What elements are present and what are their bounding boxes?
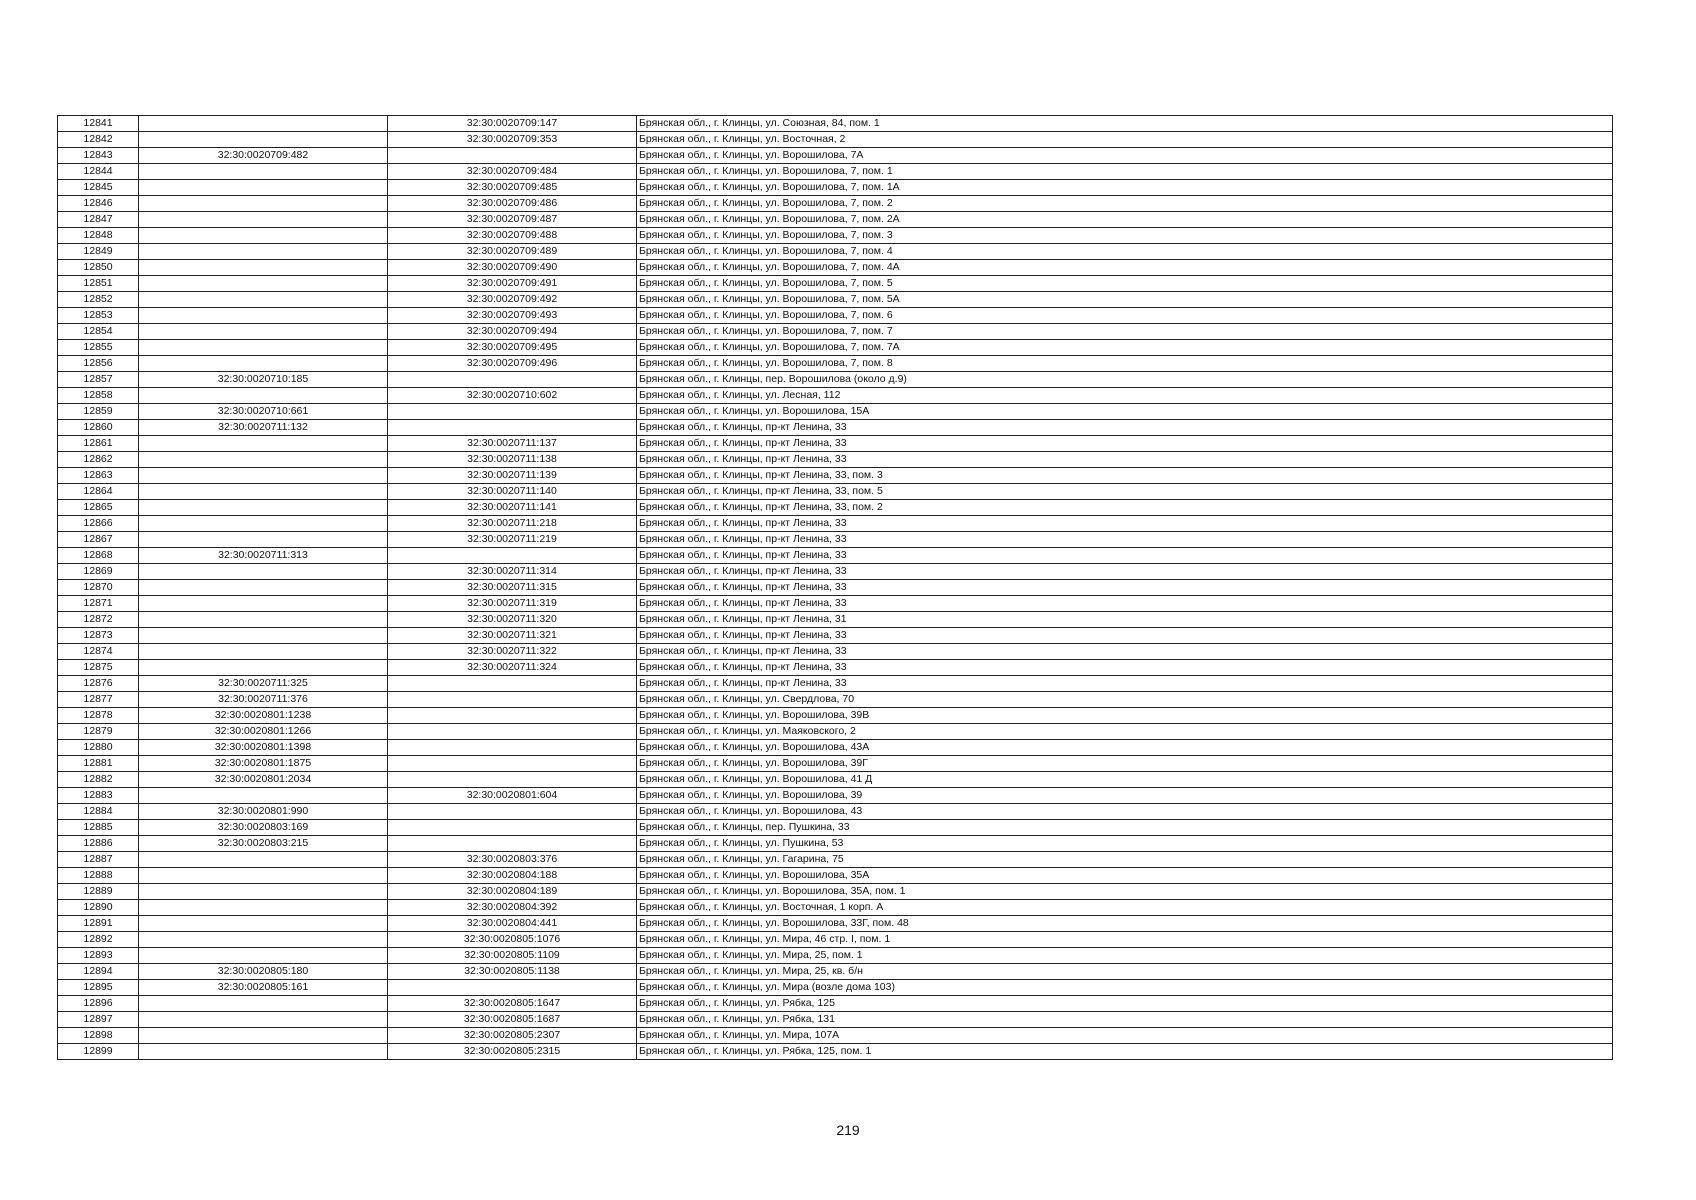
address-cell: Брянская обл., г. Клинцы, ул. Ворошилова, 7, пом. 5 <box>637 276 1613 292</box>
table-row <box>58 356 1613 372</box>
address-cell: Брянская обл., г. Клинцы, ул. Ворошилова, 33Г, пом. 48 <box>637 916 1613 932</box>
object-cadastral-number-cell: 32:30:0020711:324 <box>388 660 637 676</box>
address-cell: Брянская обл., г. Клинцы, пр-кт Ленина, 31 <box>637 612 1613 628</box>
table-row <box>58 932 1613 948</box>
land-cadastral-number-cell <box>139 164 388 180</box>
row-number-cell: 12876 <box>58 676 139 692</box>
object-cadastral-number-cell: 32:30:0020804:189 <box>388 884 637 900</box>
address-cell: Брянская обл., г. Клинцы, пер. Ворошилова (около д.9) <box>637 372 1613 388</box>
object-cadastral-number-cell: 32:30:0020804:392 <box>388 900 637 916</box>
land-cadastral-number-cell <box>139 932 388 948</box>
row-number-cell: 12879 <box>58 724 139 740</box>
object-cadastral-number-cell: 32:30:0020801:604 <box>388 788 637 804</box>
land-cadastral-number-cell <box>139 276 388 292</box>
address-cell: Брянская обл., г. Клинцы, ул. Ворошилова, 39Г <box>637 756 1613 772</box>
address-cell: Брянская обл., г. Клинцы, ул. Ворошилова, 7, пом. 2А <box>637 212 1613 228</box>
row-number-cell: 12877 <box>58 692 139 708</box>
land-cadastral-number-cell <box>139 532 388 548</box>
land-cadastral-number-cell: 32:30:0020801:1266 <box>139 724 388 740</box>
address-cell: Брянская обл., г. Клинцы, пр-кт Ленина, 33 <box>637 580 1613 596</box>
table-row <box>58 676 1613 692</box>
table-row <box>58 484 1613 500</box>
land-cadastral-number-cell <box>139 340 388 356</box>
row-number-cell: 12869 <box>58 564 139 580</box>
row-number-cell: 12861 <box>58 436 139 452</box>
table-row <box>58 644 1613 660</box>
row-number-cell: 12845 <box>58 180 139 196</box>
row-number-cell: 12891 <box>58 916 139 932</box>
row-number-cell: 12883 <box>58 788 139 804</box>
land-cadastral-number-cell: 32:30:0020801:1398 <box>139 740 388 756</box>
table-row <box>58 708 1613 724</box>
row-number-cell: 12854 <box>58 324 139 340</box>
table-row <box>58 996 1613 1012</box>
address-cell: Брянская обл., г. Клинцы, ул. Восточная, 1 корп. А <box>637 900 1613 916</box>
object-cadastral-number-cell <box>388 676 637 692</box>
land-cadastral-number-cell <box>139 868 388 884</box>
object-cadastral-number-cell: 32:30:0020803:376 <box>388 852 637 868</box>
land-cadastral-number-cell <box>139 900 388 916</box>
address-cell: Брянская обл., г. Клинцы, ул. Ворошилова, 7, пом. 1А <box>637 180 1613 196</box>
table-body <box>58 116 1613 1060</box>
row-number-cell: 12858 <box>58 388 139 404</box>
table-row <box>58 340 1613 356</box>
land-cadastral-number-cell <box>139 884 388 900</box>
table-row <box>58 276 1613 292</box>
row-number-cell: 12866 <box>58 516 139 532</box>
land-cadastral-number-cell <box>139 228 388 244</box>
table-row <box>58 868 1613 884</box>
row-number-cell: 12871 <box>58 596 139 612</box>
land-cadastral-number-cell <box>139 644 388 660</box>
land-cadastral-number-cell <box>139 212 388 228</box>
address-cell: Брянская обл., г. Клинцы, ул. Ворошилова, 7, пом. 1 <box>637 164 1613 180</box>
object-cadastral-number-cell: 32:30:0020709:484 <box>388 164 637 180</box>
address-cell: Брянская обл., г. Клинцы, ул. Ворошилова, 7, пом. 3 <box>637 228 1613 244</box>
address-cell: Брянская обл., г. Клинцы, пр-кт Ленина, 33 <box>637 596 1613 612</box>
address-cell: Брянская обл., г. Клинцы, ул. Рябка, 131 <box>637 1012 1613 1028</box>
address-cell: Брянская обл., г. Клинцы, пр-кт Ленина, 33, пом. 3 <box>637 468 1613 484</box>
object-cadastral-number-cell: 32:30:0020711:139 <box>388 468 637 484</box>
object-cadastral-number-cell <box>388 980 637 996</box>
address-cell: Брянская обл., г. Клинцы, ул. Пушкина, 53 <box>637 836 1613 852</box>
row-number-cell: 12863 <box>58 468 139 484</box>
land-cadastral-number-cell <box>139 500 388 516</box>
table-row <box>58 116 1613 132</box>
object-cadastral-number-cell: 32:30:0020805:1076 <box>388 932 637 948</box>
address-cell: Брянская обл., г. Клинцы, ул. Ворошилова, 7, пом. 2 <box>637 196 1613 212</box>
address-cell: Брянская обл., г. Клинцы, ул. Ворошилова, 41 Д <box>637 772 1613 788</box>
object-cadastral-number-cell <box>388 820 637 836</box>
row-number-cell: 12887 <box>58 852 139 868</box>
row-number-cell: 12878 <box>58 708 139 724</box>
object-cadastral-number-cell: 32:30:0020709:496 <box>388 356 637 372</box>
land-cadastral-number-cell: 32:30:0020803:215 <box>139 836 388 852</box>
table-row <box>58 532 1613 548</box>
row-number-cell: 12893 <box>58 948 139 964</box>
object-cadastral-number-cell: 32:30:0020709:353 <box>388 132 637 148</box>
land-cadastral-number-cell <box>139 916 388 932</box>
land-cadastral-number-cell <box>139 356 388 372</box>
row-number-cell: 12867 <box>58 532 139 548</box>
address-cell: Брянская обл., г. Клинцы, ул. Мира (возле дома 103) <box>637 980 1613 996</box>
land-cadastral-number-cell <box>139 324 388 340</box>
land-cadastral-number-cell <box>139 580 388 596</box>
row-number-cell: 12889 <box>58 884 139 900</box>
object-cadastral-number-cell: 32:30:0020710:602 <box>388 388 637 404</box>
address-cell: Брянская обл., г. Клинцы, ул. Свердлова, 70 <box>637 692 1613 708</box>
land-cadastral-number-cell: 32:30:0020711:313 <box>139 548 388 564</box>
land-cadastral-number-cell <box>139 660 388 676</box>
object-cadastral-number-cell <box>388 836 637 852</box>
address-cell: Брянская обл., г. Клинцы, ул. Лесная, 112 <box>637 388 1613 404</box>
address-cell: Брянская обл., г. Клинцы, ул. Ворошилова, 7, пом. 7 <box>637 324 1613 340</box>
land-cadastral-number-cell <box>139 116 388 132</box>
table-row <box>58 452 1613 468</box>
land-cadastral-number-cell <box>139 564 388 580</box>
object-cadastral-number-cell: 32:30:0020804:188 <box>388 868 637 884</box>
row-number-cell: 12880 <box>58 740 139 756</box>
row-number-cell: 12875 <box>58 660 139 676</box>
table-row <box>58 260 1613 276</box>
land-cadastral-number-cell <box>139 452 388 468</box>
row-number-cell: 12848 <box>58 228 139 244</box>
row-number-cell: 12888 <box>58 868 139 884</box>
table-row <box>58 660 1613 676</box>
land-cadastral-number-cell <box>139 244 388 260</box>
row-number-cell: 12886 <box>58 836 139 852</box>
row-number-cell: 12872 <box>58 612 139 628</box>
row-number-cell: 12890 <box>58 900 139 916</box>
address-cell: Брянская обл., г. Клинцы, ул. Рябка, 125, пом. 1 <box>637 1044 1613 1060</box>
table-row <box>58 900 1613 916</box>
table-row <box>58 324 1613 340</box>
land-cadastral-number-cell <box>139 484 388 500</box>
object-cadastral-number-cell: 32:30:0020711:218 <box>388 516 637 532</box>
address-cell: Брянская обл., г. Клинцы, ул. Мира, 25, кв. б/н <box>637 964 1613 980</box>
object-cadastral-number-cell <box>388 756 637 772</box>
row-number-cell: 12856 <box>58 356 139 372</box>
table-row <box>58 436 1613 452</box>
address-cell: Брянская обл., г. Клинцы, пр-кт Ленина, 33, пом. 5 <box>637 484 1613 500</box>
table-row <box>58 740 1613 756</box>
table-row <box>58 308 1613 324</box>
address-cell: Брянская обл., г. Клинцы, ул. Ворошилова, 7, пом. 6 <box>637 308 1613 324</box>
object-cadastral-number-cell: 32:30:0020805:1687 <box>388 1012 637 1028</box>
row-number-cell: 12851 <box>58 276 139 292</box>
address-cell: Брянская обл., г. Клинцы, ул. Ворошилова, 43А <box>637 740 1613 756</box>
address-cell: Брянская обл., г. Клинцы, ул. Мира, 46 стр. I, пом. 1 <box>637 932 1613 948</box>
table-row <box>58 1012 1613 1028</box>
land-cadastral-number-cell: 32:30:0020801:1238 <box>139 708 388 724</box>
address-cell: Брянская обл., г. Клинцы, пер. Пушкина, 33 <box>637 820 1613 836</box>
table-row <box>58 980 1613 996</box>
object-cadastral-number-cell: 32:30:0020709:494 <box>388 324 637 340</box>
address-cell: Брянская обл., г. Клинцы, ул. Ворошилова, 43 <box>637 804 1613 820</box>
table-row <box>58 580 1613 596</box>
land-cadastral-number-cell: 32:30:0020710:661 <box>139 404 388 420</box>
row-number-cell: 12843 <box>58 148 139 164</box>
object-cadastral-number-cell: 32:30:0020709:486 <box>388 196 637 212</box>
row-number-cell: 12841 <box>58 116 139 132</box>
object-cadastral-number-cell <box>388 548 637 564</box>
object-cadastral-number-cell <box>388 372 637 388</box>
land-cadastral-number-cell: 32:30:0020709:482 <box>139 148 388 164</box>
table-row <box>58 180 1613 196</box>
address-cell: Брянская обл., г. Клинцы, пр-кт Ленина, 33 <box>637 644 1613 660</box>
table-row <box>58 212 1613 228</box>
row-number-cell: 12898 <box>58 1028 139 1044</box>
table-row <box>58 788 1613 804</box>
row-number-cell: 12896 <box>58 996 139 1012</box>
row-number-cell: 12846 <box>58 196 139 212</box>
land-cadastral-number-cell <box>139 468 388 484</box>
object-cadastral-number-cell: 32:30:0020711:137 <box>388 436 637 452</box>
land-cadastral-number-cell <box>139 436 388 452</box>
address-cell: Брянская обл., г. Клинцы, ул. Маяковского, 2 <box>637 724 1613 740</box>
address-cell: Брянская обл., г. Клинцы, пр-кт Ленина, 33 <box>637 548 1613 564</box>
object-cadastral-number-cell: 32:30:0020711:141 <box>388 500 637 516</box>
row-number-cell: 12855 <box>58 340 139 356</box>
land-cadastral-number-cell: 32:30:0020803:169 <box>139 820 388 836</box>
address-cell: Брянская обл., г. Клинцы, ул. Рябка, 125 <box>637 996 1613 1012</box>
table-row <box>58 516 1613 532</box>
address-cell: Брянская обл., г. Клинцы, ул. Союзная, 84, пом. 1 <box>637 116 1613 132</box>
land-cadastral-number-cell: 32:30:0020711:376 <box>139 692 388 708</box>
address-cell: Брянская обл., г. Клинцы, пр-кт Ленина, 33 <box>637 436 1613 452</box>
table-row <box>58 964 1613 980</box>
object-cadastral-number-cell: 32:30:0020709:485 <box>388 180 637 196</box>
land-cadastral-number-cell: 32:30:0020805:161 <box>139 980 388 996</box>
object-cadastral-number-cell: 32:30:0020711:322 <box>388 644 637 660</box>
address-cell: Брянская обл., г. Клинцы, пр-кт Ленина, 33 <box>637 452 1613 468</box>
table-row <box>58 836 1613 852</box>
object-cadastral-number-cell <box>388 420 637 436</box>
row-number-cell: 12859 <box>58 404 139 420</box>
address-cell: Брянская обл., г. Клинцы, ул. Ворошилова, 35А <box>637 868 1613 884</box>
land-cadastral-number-cell: 32:30:0020711:325 <box>139 676 388 692</box>
address-cell: Брянская обл., г. Клинцы, ул. Восточная, 2 <box>637 132 1613 148</box>
object-cadastral-number-cell: 32:30:0020805:1138 <box>388 964 637 980</box>
object-cadastral-number-cell <box>388 692 637 708</box>
table-row <box>58 228 1613 244</box>
address-cell: Брянская обл., г. Клинцы, ул. Ворошилова, 39 <box>637 788 1613 804</box>
address-cell: Брянская обл., г. Клинцы, пр-кт Ленина, 33 <box>637 660 1613 676</box>
table-row <box>58 820 1613 836</box>
object-cadastral-number-cell: 32:30:0020805:2307 <box>388 1028 637 1044</box>
table-row <box>58 756 1613 772</box>
table-row <box>58 916 1613 932</box>
object-cadastral-number-cell: 32:30:0020805:1109 <box>388 948 637 964</box>
land-cadastral-number-cell <box>139 308 388 324</box>
land-cadastral-number-cell: 32:30:0020711:132 <box>139 420 388 436</box>
address-cell: Брянская обл., г. Клинцы, пр-кт Ленина, 33 <box>637 628 1613 644</box>
object-cadastral-number-cell: 32:30:0020709:489 <box>388 244 637 260</box>
land-cadastral-number-cell <box>139 388 388 404</box>
object-cadastral-number-cell: 32:30:0020709:495 <box>388 340 637 356</box>
address-cell: Брянская обл., г. Клинцы, ул. Ворошилова, 39В <box>637 708 1613 724</box>
row-number-cell: 12862 <box>58 452 139 468</box>
table-row <box>58 420 1613 436</box>
address-cell: Брянская обл., г. Клинцы, пр-кт Ленина, 33 <box>637 420 1613 436</box>
row-number-cell: 12864 <box>58 484 139 500</box>
row-number-cell: 12884 <box>58 804 139 820</box>
object-cadastral-number-cell: 32:30:0020711:140 <box>388 484 637 500</box>
object-cadastral-number-cell: 32:30:0020711:319 <box>388 596 637 612</box>
object-cadastral-number-cell <box>388 148 637 164</box>
object-cadastral-number-cell: 32:30:0020709:493 <box>388 308 637 324</box>
land-cadastral-number-cell: 32:30:0020710:185 <box>139 372 388 388</box>
table-row <box>58 372 1613 388</box>
address-cell: Брянская обл., г. Клинцы, ул. Мира, 107А <box>637 1028 1613 1044</box>
page-number: 219 <box>836 1122 860 1138</box>
address-cell: Брянская обл., г. Клинцы, ул. Мира, 25, пом. 1 <box>637 948 1613 964</box>
table-row <box>58 948 1613 964</box>
row-number-cell: 12885 <box>58 820 139 836</box>
object-cadastral-number-cell: 32:30:0020709:490 <box>388 260 637 276</box>
row-number-cell: 12860 <box>58 420 139 436</box>
land-cadastral-number-cell <box>139 612 388 628</box>
row-number-cell: 12868 <box>58 548 139 564</box>
table-row <box>58 564 1613 580</box>
land-cadastral-number-cell <box>139 180 388 196</box>
row-number-cell: 12853 <box>58 308 139 324</box>
land-cadastral-number-cell <box>139 1028 388 1044</box>
land-cadastral-number-cell <box>139 1012 388 1028</box>
row-number-cell: 12873 <box>58 628 139 644</box>
object-cadastral-number-cell: 32:30:0020805:1647 <box>388 996 637 1012</box>
land-cadastral-number-cell <box>139 196 388 212</box>
land-cadastral-number-cell: 32:30:0020805:180 <box>139 964 388 980</box>
land-cadastral-number-cell <box>139 596 388 612</box>
table-row <box>58 804 1613 820</box>
object-cadastral-number-cell <box>388 724 637 740</box>
land-cadastral-number-cell: 32:30:0020801:2034 <box>139 772 388 788</box>
row-number-cell: 12849 <box>58 244 139 260</box>
row-number-cell: 12882 <box>58 772 139 788</box>
address-cell: Брянская обл., г. Клинцы, ул. Ворошилова, 15А <box>637 404 1613 420</box>
address-cell: Брянская обл., г. Клинцы, ул. Гагарина, 75 <box>637 852 1613 868</box>
row-number-cell: 12850 <box>58 260 139 276</box>
address-cell: Брянская обл., г. Клинцы, пр-кт Ленина, 33 <box>637 676 1613 692</box>
object-cadastral-number-cell: 32:30:0020804:441 <box>388 916 637 932</box>
land-cadastral-number-cell: 32:30:0020801:990 <box>139 804 388 820</box>
object-cadastral-number-cell <box>388 740 637 756</box>
row-number-cell: 12897 <box>58 1012 139 1028</box>
table-row <box>58 1028 1613 1044</box>
object-cadastral-number-cell: 32:30:0020709:491 <box>388 276 637 292</box>
table-row <box>58 596 1613 612</box>
row-number-cell: 12847 <box>58 212 139 228</box>
address-cell: Брянская обл., г. Клинцы, ул. Ворошилова, 7, пом. 4 <box>637 244 1613 260</box>
land-cadastral-number-cell <box>139 292 388 308</box>
table-row <box>58 388 1613 404</box>
object-cadastral-number-cell: 32:30:0020711:314 <box>388 564 637 580</box>
land-cadastral-number-cell <box>139 516 388 532</box>
land-cadastral-number-cell <box>139 1044 388 1060</box>
table-row <box>58 628 1613 644</box>
row-number-cell: 12852 <box>58 292 139 308</box>
table-row <box>58 132 1613 148</box>
object-cadastral-number-cell: 32:30:0020709:487 <box>388 212 637 228</box>
table-row <box>58 852 1613 868</box>
land-cadastral-number-cell <box>139 948 388 964</box>
row-number-cell: 12857 <box>58 372 139 388</box>
object-cadastral-number-cell: 32:30:0020709:492 <box>388 292 637 308</box>
object-cadastral-number-cell <box>388 804 637 820</box>
address-cell: Брянская обл., г. Клинцы, ул. Ворошилова, 7, пом. 5А <box>637 292 1613 308</box>
land-cadastral-number-cell <box>139 628 388 644</box>
land-cadastral-number-cell <box>139 996 388 1012</box>
address-cell: Брянская обл., г. Клинцы, пр-кт Ленина, 33 <box>637 564 1613 580</box>
address-cell: Брянская обл., г. Клинцы, пр-кт Ленина, 33, пом. 2 <box>637 500 1613 516</box>
registry-table <box>57 115 1613 1060</box>
object-cadastral-number-cell <box>388 772 637 788</box>
row-number-cell: 12865 <box>58 500 139 516</box>
address-cell: Брянская обл., г. Клинцы, пр-кт Ленина, 33 <box>637 532 1613 548</box>
land-cadastral-number-cell <box>139 852 388 868</box>
object-cadastral-number-cell: 32:30:0020711:321 <box>388 628 637 644</box>
table-row <box>58 196 1613 212</box>
row-number-cell: 12842 <box>58 132 139 148</box>
object-cadastral-number-cell <box>388 708 637 724</box>
object-cadastral-number-cell: 32:30:0020711:219 <box>388 532 637 548</box>
row-number-cell: 12894 <box>58 964 139 980</box>
table-row <box>58 292 1613 308</box>
table-row <box>58 244 1613 260</box>
object-cadastral-number-cell: 32:30:0020709:147 <box>388 116 637 132</box>
object-cadastral-number-cell <box>388 404 637 420</box>
address-cell: Брянская обл., г. Клинцы, пр-кт Ленина, 33 <box>637 516 1613 532</box>
address-cell: Брянская обл., г. Клинцы, ул. Ворошилова, 7А <box>637 148 1613 164</box>
row-number-cell: 12881 <box>58 756 139 772</box>
table-row <box>58 612 1613 628</box>
table-row <box>58 164 1613 180</box>
table-row <box>58 772 1613 788</box>
row-number-cell: 12899 <box>58 1044 139 1060</box>
table-row <box>58 404 1613 420</box>
table-row <box>58 1044 1613 1060</box>
address-cell: Брянская обл., г. Клинцы, ул. Ворошилова, 7, пом. 8 <box>637 356 1613 372</box>
row-number-cell: 12874 <box>58 644 139 660</box>
table-row <box>58 724 1613 740</box>
address-cell: Брянская обл., г. Клинцы, ул. Ворошилова, 35А, пом. 1 <box>637 884 1613 900</box>
object-cadastral-number-cell: 32:30:0020805:2315 <box>388 1044 637 1060</box>
address-cell: Брянская обл., г. Клинцы, ул. Ворошилова, 7, пом. 4А <box>637 260 1613 276</box>
land-cadastral-number-cell <box>139 132 388 148</box>
row-number-cell: 12870 <box>58 580 139 596</box>
land-cadastral-number-cell: 32:30:0020801:1875 <box>139 756 388 772</box>
address-cell: Брянская обл., г. Клинцы, ул. Ворошилова, 7, пом. 7А <box>637 340 1613 356</box>
row-number-cell: 12895 <box>58 980 139 996</box>
object-cadastral-number-cell: 32:30:0020711:138 <box>388 452 637 468</box>
row-number-cell: 12844 <box>58 164 139 180</box>
object-cadastral-number-cell: 32:30:0020709:488 <box>388 228 637 244</box>
table-row <box>58 548 1613 564</box>
table-row <box>58 500 1613 516</box>
table-row <box>58 468 1613 484</box>
object-cadastral-number-cell: 32:30:0020711:320 <box>388 612 637 628</box>
row-number-cell: 12892 <box>58 932 139 948</box>
table-row <box>58 884 1613 900</box>
land-cadastral-number-cell <box>139 260 388 276</box>
table-row <box>58 148 1613 164</box>
object-cadastral-number-cell: 32:30:0020711:315 <box>388 580 637 596</box>
table-row <box>58 692 1613 708</box>
land-cadastral-number-cell <box>139 788 388 804</box>
